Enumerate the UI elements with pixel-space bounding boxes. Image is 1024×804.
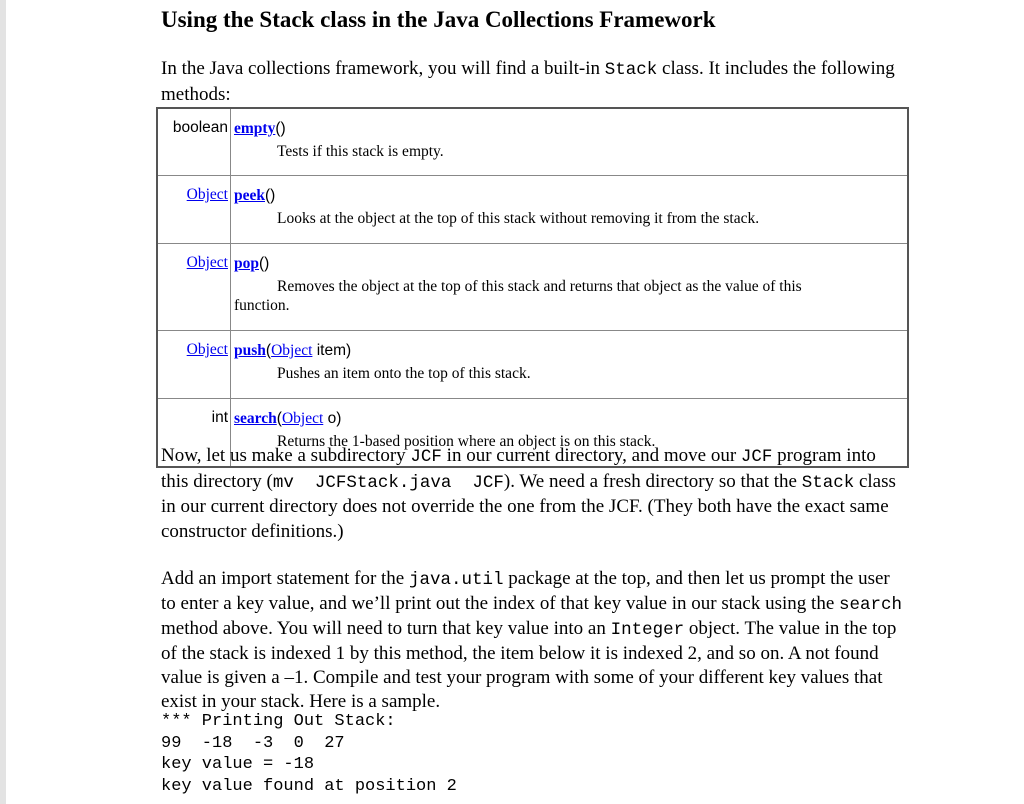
method-row xyxy=(157,331,908,399)
import-paragraph xyxy=(161,567,906,714)
return-type-link[interactable]: Object xyxy=(186,341,228,358)
sample-line: *** Printing Out Stack: xyxy=(161,712,396,731)
paren-open: ( xyxy=(259,255,265,272)
intro-text-1: In the Java collections framework, you will find a built-in xyxy=(161,58,605,79)
return-type-cell xyxy=(157,176,231,244)
method-row xyxy=(157,176,908,244)
para2-text-2: package at the top, and then let us prompt the user to enter a key value, and we’ll print out the index of that key value in our stack using the xyxy=(161,568,890,614)
return-type-cell xyxy=(157,331,231,399)
method-name-link[interactable]: search xyxy=(234,410,277,427)
param-type-link[interactable]: Object xyxy=(271,342,313,359)
para1-text-1: Now, let us make a subdirectory xyxy=(161,445,411,466)
intro-code-stack: Stack xyxy=(604,60,658,80)
sample-output xyxy=(161,711,457,797)
intro-text-2: class. It includes the following methods: xyxy=(161,58,895,105)
paren-close: ) xyxy=(280,120,286,137)
method-signature xyxy=(234,254,903,273)
param-type-link[interactable]: Object xyxy=(281,410,324,427)
paren-close: ) xyxy=(270,187,276,204)
sample-line: key value found at position 2 xyxy=(161,776,457,796)
para2-text-4: object. The value in the top of the stack is indexed 1 by this method, the item below it is indexed 2, and so on. A not found value is given a –1. Compile and test your program with some of your different key values that exist in your stack. Here is a sample. xyxy=(161,618,897,712)
return-type-link[interactable]: Object xyxy=(186,186,228,203)
paren-open: ( xyxy=(265,342,272,359)
intro-paragraph xyxy=(161,57,906,107)
method-name-link[interactable]: push xyxy=(234,342,266,359)
method-description-text: Tests if this stack is empty. xyxy=(277,143,444,160)
para1-code-1: JCF xyxy=(410,447,442,467)
left-margin-bar xyxy=(0,0,6,804)
method-description-text: Removes the object at the top of this stack and returns that object as the value of this xyxy=(277,278,802,295)
method-signature-cell xyxy=(231,108,909,176)
method-signature-cell xyxy=(231,331,909,399)
return-type-cell xyxy=(157,108,231,176)
method-row xyxy=(157,244,908,331)
paren-close: ) xyxy=(264,255,270,272)
para1-code-3: mv JCFStack.java JCF xyxy=(272,472,504,493)
paren-close: ) xyxy=(336,410,342,427)
para1-text-5: class in our current directory does not override the one from the JCF. (They both have the exact same constructor definitions.) xyxy=(161,470,896,542)
subdirectory-paragraph xyxy=(161,444,906,544)
paren-close: ) xyxy=(346,342,352,359)
para2-code-1: java.util xyxy=(409,570,504,590)
param-name: item xyxy=(312,342,346,359)
method-name-link[interactable]: empty xyxy=(234,120,276,137)
sample-line: key value = -18 xyxy=(161,755,315,775)
method-description xyxy=(234,209,903,228)
method-description-text: Pushes an item onto the top of this stack. xyxy=(277,365,531,382)
method-description xyxy=(234,142,903,161)
method-signature xyxy=(234,341,903,360)
method-name-link[interactable]: pop xyxy=(234,255,259,272)
method-name-link[interactable]: peek xyxy=(234,187,265,204)
para2-text-1: Add an import statement for the xyxy=(161,568,409,589)
method-row xyxy=(157,108,908,176)
para1-code-2: JCF xyxy=(740,447,773,467)
paren-open: ( xyxy=(276,410,282,427)
para2-text-3: method above. You will need to turn that key value into an xyxy=(161,618,611,639)
para1-text-3: program into this directory ( xyxy=(161,445,876,492)
method-signature xyxy=(234,186,903,205)
method-signature-cell xyxy=(231,244,909,331)
method-description xyxy=(234,277,903,296)
method-signature xyxy=(234,119,903,138)
para2-code-3: Integer xyxy=(610,620,685,640)
para1-code-4: Stack xyxy=(801,472,855,493)
paren-open: ( xyxy=(265,187,271,204)
para2-code-2: search xyxy=(839,595,903,615)
sample-line: 99 -18 -3 0 27 xyxy=(161,733,345,753)
method-signature-cell xyxy=(231,176,909,244)
param-name: o xyxy=(323,410,337,427)
return-type: int xyxy=(211,409,228,426)
method-description-text: Returns the 1-based position where an object is on this stack. xyxy=(277,433,656,450)
method-description-text: Looks at the object at the top of this stack without removing it from the stack. xyxy=(277,210,760,227)
paren-open: ( xyxy=(275,120,281,137)
stack-methods-table xyxy=(156,107,909,468)
return-type: boolean xyxy=(172,119,228,136)
para1-text-4: ). We need a fresh directory so that the xyxy=(503,470,802,492)
return-type-cell xyxy=(157,244,231,331)
method-signature xyxy=(234,409,903,428)
method-description xyxy=(234,364,903,383)
para1-text-2: in our current directory, and move our xyxy=(441,445,741,466)
return-type-link[interactable]: Object xyxy=(186,254,228,271)
method-description-continued: function. xyxy=(234,297,290,314)
page-title: Using the Stack class in the Java Collections Framework xyxy=(161,7,716,32)
